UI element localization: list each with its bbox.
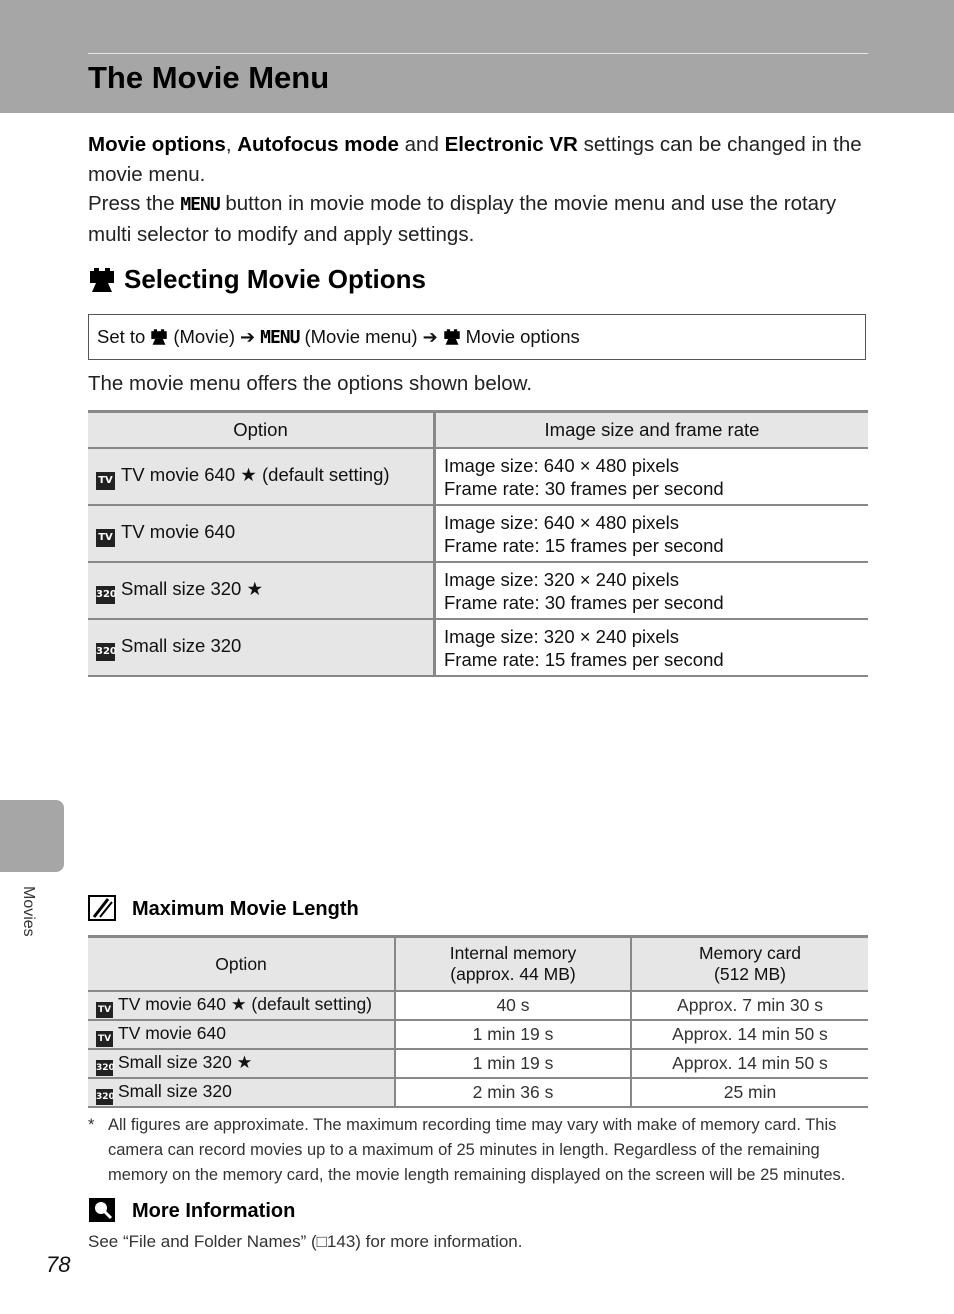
table-row: TV TV movie 640 ★ (default setting) 40 s Approx. 7 min 30 s	[88, 991, 868, 1020]
section-title: Selecting Movie Options	[88, 264, 426, 295]
table-row: 320 Small size 320 ★ 1 min 19 s Approx. 14 min 50 s	[88, 1049, 868, 1078]
max-length-table	[88, 935, 868, 1108]
column-header-internal-memory: Internal memory (approx. 44 MB)	[395, 937, 631, 992]
note-pencil-icon	[88, 895, 118, 923]
movie-camera-icon	[88, 267, 116, 293]
table-row: TV TV movie 640 Image size: 640 × 480 pixels Frame rate: 15 frames per second	[88, 505, 868, 562]
small-size-icon: 320	[96, 1089, 113, 1105]
header-bar	[0, 0, 954, 113]
table-row: 320 Small size 320 Image size: 320 × 240 pixels Frame rate: 15 frames per second	[88, 619, 868, 676]
movie-options-table	[88, 410, 868, 677]
tv-movie-icon: TV	[96, 472, 115, 490]
chapter-side-tab	[0, 800, 64, 872]
arrow-right-icon: ➔	[240, 326, 256, 347]
magnifier-info-icon	[88, 1197, 118, 1225]
menu-button-icon: MENU	[180, 194, 220, 215]
movie-camera-icon	[443, 328, 461, 346]
tv-movie-icon: TV	[96, 1002, 113, 1018]
footnote-mark: *	[88, 1116, 95, 1134]
more-info-text: See “File and Folder Names” (□143) for more information.	[88, 1232, 523, 1251]
page-title: The Movie Menu	[88, 60, 330, 95]
table-row: TV TV movie 640 ★ (default setting) Image size: 640 × 480 pixels Frame rate: 30 frames per second	[88, 448, 868, 505]
column-header-option: Option	[88, 412, 435, 449]
chapter-side-label: Movies	[20, 886, 37, 937]
footnote	[88, 1113, 878, 1188]
small-size-icon: 320	[96, 643, 115, 661]
page-number: 78	[46, 1252, 71, 1277]
menu-button-icon: MENU	[260, 326, 300, 348]
menu-path-box: Set to (Movie) ➔ MENU (Movie menu) ➔ Movie options	[88, 314, 866, 360]
table-row: TV TV movie 640 1 min 19 s Approx. 14 min 50 s	[88, 1020, 868, 1049]
small-size-icon: 320	[96, 586, 115, 604]
column-header-image-size: Image size and frame rate	[435, 412, 869, 449]
intro-paragraph: Movie options, Autofocus mode and Electronic VR settings can be changed in the movie menu. Press the MENU button in movie mode to display the movie menu and use the rotary multi selector to modify and apply settings.	[88, 133, 862, 246]
column-header-option: Option	[88, 937, 395, 992]
intro-bold-autofocus: Autofocus mode	[237, 133, 399, 156]
table-row: 320 Small size 320 2 min 36 s 25 min	[88, 1078, 868, 1107]
footnote-text: All figures are approximate. The maximum recording time may vary with make of memory card. This camera can record movies up to a maximum of 25 minutes in length. Regardless of the remaining memory on the memory card, the movie length remaining displayed on the screen will be 25 minutes.	[108, 1116, 846, 1184]
more-info-heading: More Information	[88, 1197, 295, 1225]
table-row: 320 Small size 320 ★ Image size: 320 × 240 pixels Frame rate: 30 frames per second	[88, 562, 868, 619]
arrow-right-icon: ➔	[422, 326, 438, 347]
movie-camera-icon	[150, 328, 168, 346]
max-length-heading: Maximum Movie Length	[88, 895, 359, 923]
options-intro-text: The movie menu offers the options shown below.	[88, 372, 533, 395]
tv-movie-icon: TV	[96, 1031, 113, 1047]
intro-bold-movie-options: Movie options	[88, 133, 226, 156]
tv-movie-icon: TV	[96, 529, 115, 547]
small-size-icon: 320	[96, 1060, 113, 1076]
column-header-memory-card: Memory card (512 MB)	[631, 937, 868, 992]
header-rule	[88, 53, 868, 54]
intro-bold-electronic-vr: Electronic VR	[444, 133, 578, 156]
